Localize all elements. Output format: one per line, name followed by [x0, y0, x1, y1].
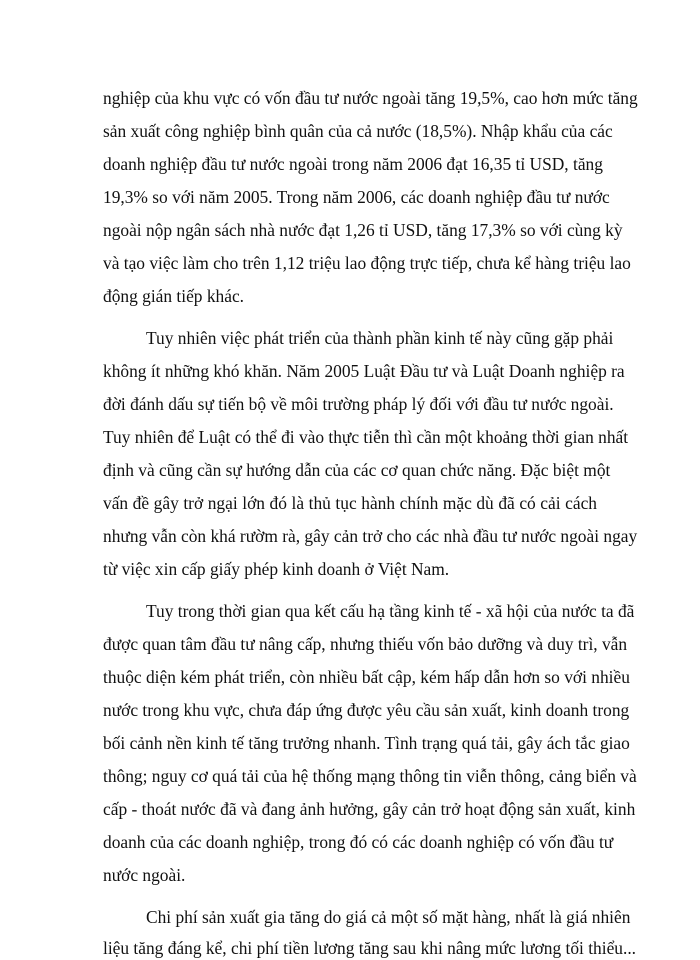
paragraph-line: nước trong khu vực, chưa đáp ứng được yêu cầu sản xuất, kinh doanh trong: [103, 700, 630, 720]
paragraph-line: định và cũng cần sự hướng dẫn của các cơ quan chức năng. Đặc biệt một: [103, 460, 611, 480]
paragraph-line: thông; nguy cơ quá tải của hệ thống mạng thông tin viễn thông, cảng biển và: [103, 766, 637, 786]
paragraph-line: ngoài nộp ngân sách nhà nước đạt 1,26 tỉ USD, tăng 17,3% so với cùng kỳ: [103, 220, 623, 240]
paragraph-line: sản xuất công nghiệp bình quân của cả nước (18,5%). Nhập khẩu của các: [103, 121, 613, 141]
paragraph-line: vấn đề gây trở ngại lớn đó là thủ tục hành chính mặc dù đã có cải cách: [103, 493, 597, 513]
paragraph-line: Tuy nhiên để Luật có thể đi vào thực tiễn thì cần một khoảng thời gian nhất: [103, 427, 629, 447]
paragraph-line: doanh nghiệp đầu tư nước ngoài trong năm 2006 đạt 16,35 tỉ USD, tăng: [103, 154, 603, 174]
paragraph-line: doanh của các doanh nghiệp, trong đó có các doanh nghiệp có vốn đầu tư: [103, 832, 614, 852]
paragraph-line: thuộc diện kém phát triển, còn nhiều bất cập, kém hấp dẫn hơn so với nhiều: [103, 667, 630, 687]
paragraph-line: 19,3% so với năm 2005. Trong năm 2006, các doanh nghiệp đầu tư nước: [103, 187, 610, 207]
paragraph-line: và tạo việc làm cho trên 1,12 triệu lao động trực tiếp, chưa kể hàng triệu lao: [103, 253, 631, 273]
paragraph-line: Tuy nhiên việc phát triển của thành phần kinh tế này cũng gặp phải: [146, 328, 614, 348]
paragraph-line: được quan tâm đầu tư nâng cấp, nhưng thiếu vốn bảo dưỡng và duy trì, vẫn: [103, 634, 628, 654]
paragraph-line: bối cảnh nền kinh tế tăng trưởng nhanh. Tình trạng quá tải, gây ách tắc giao: [103, 733, 630, 753]
paragraph-line: Chi phí sản xuất gia tăng do giá cả một số mặt hàng, nhất là giá nhiên: [146, 907, 631, 927]
paragraph-line: động gián tiếp khác.: [103, 286, 245, 306]
paragraph-line: không ít những khó khăn. Năm 2005 Luật Đầu tư và Luật Doanh nghiệp ra: [103, 361, 625, 381]
paragraph-line: Tuy trong thời gian qua kết cấu hạ tầng kinh tế - xã hội của nước ta đã: [146, 601, 635, 621]
paragraph-line: đời đánh dấu sự tiến bộ về môi trường pháp lý đối với đầu tư nước ngoài.: [103, 394, 614, 414]
paragraph-line: nước ngoài.: [103, 865, 186, 885]
paragraph-line: từ việc xin cấp giấy phép kinh doanh ở Việt Nam.: [103, 559, 450, 579]
paragraph-line: nghiệp của khu vực có vốn đầu tư nước ngoài tăng 19,5%, cao hơn mức tăng: [103, 88, 638, 108]
paragraph-line: nhưng vẫn còn khá rườm rà, gây cản trở cho các nhà đầu tư nước ngoài ngay: [103, 526, 638, 546]
paragraph-line: liệu tăng đáng kể, chi phí tiền lương tăng sau khi nâng mức lương tối thiểu...: [103, 938, 637, 958]
paragraph-line: cấp - thoát nước đã và đang ảnh hưởng, gây cản trở hoạt động sản xuất, kinh: [103, 799, 636, 819]
